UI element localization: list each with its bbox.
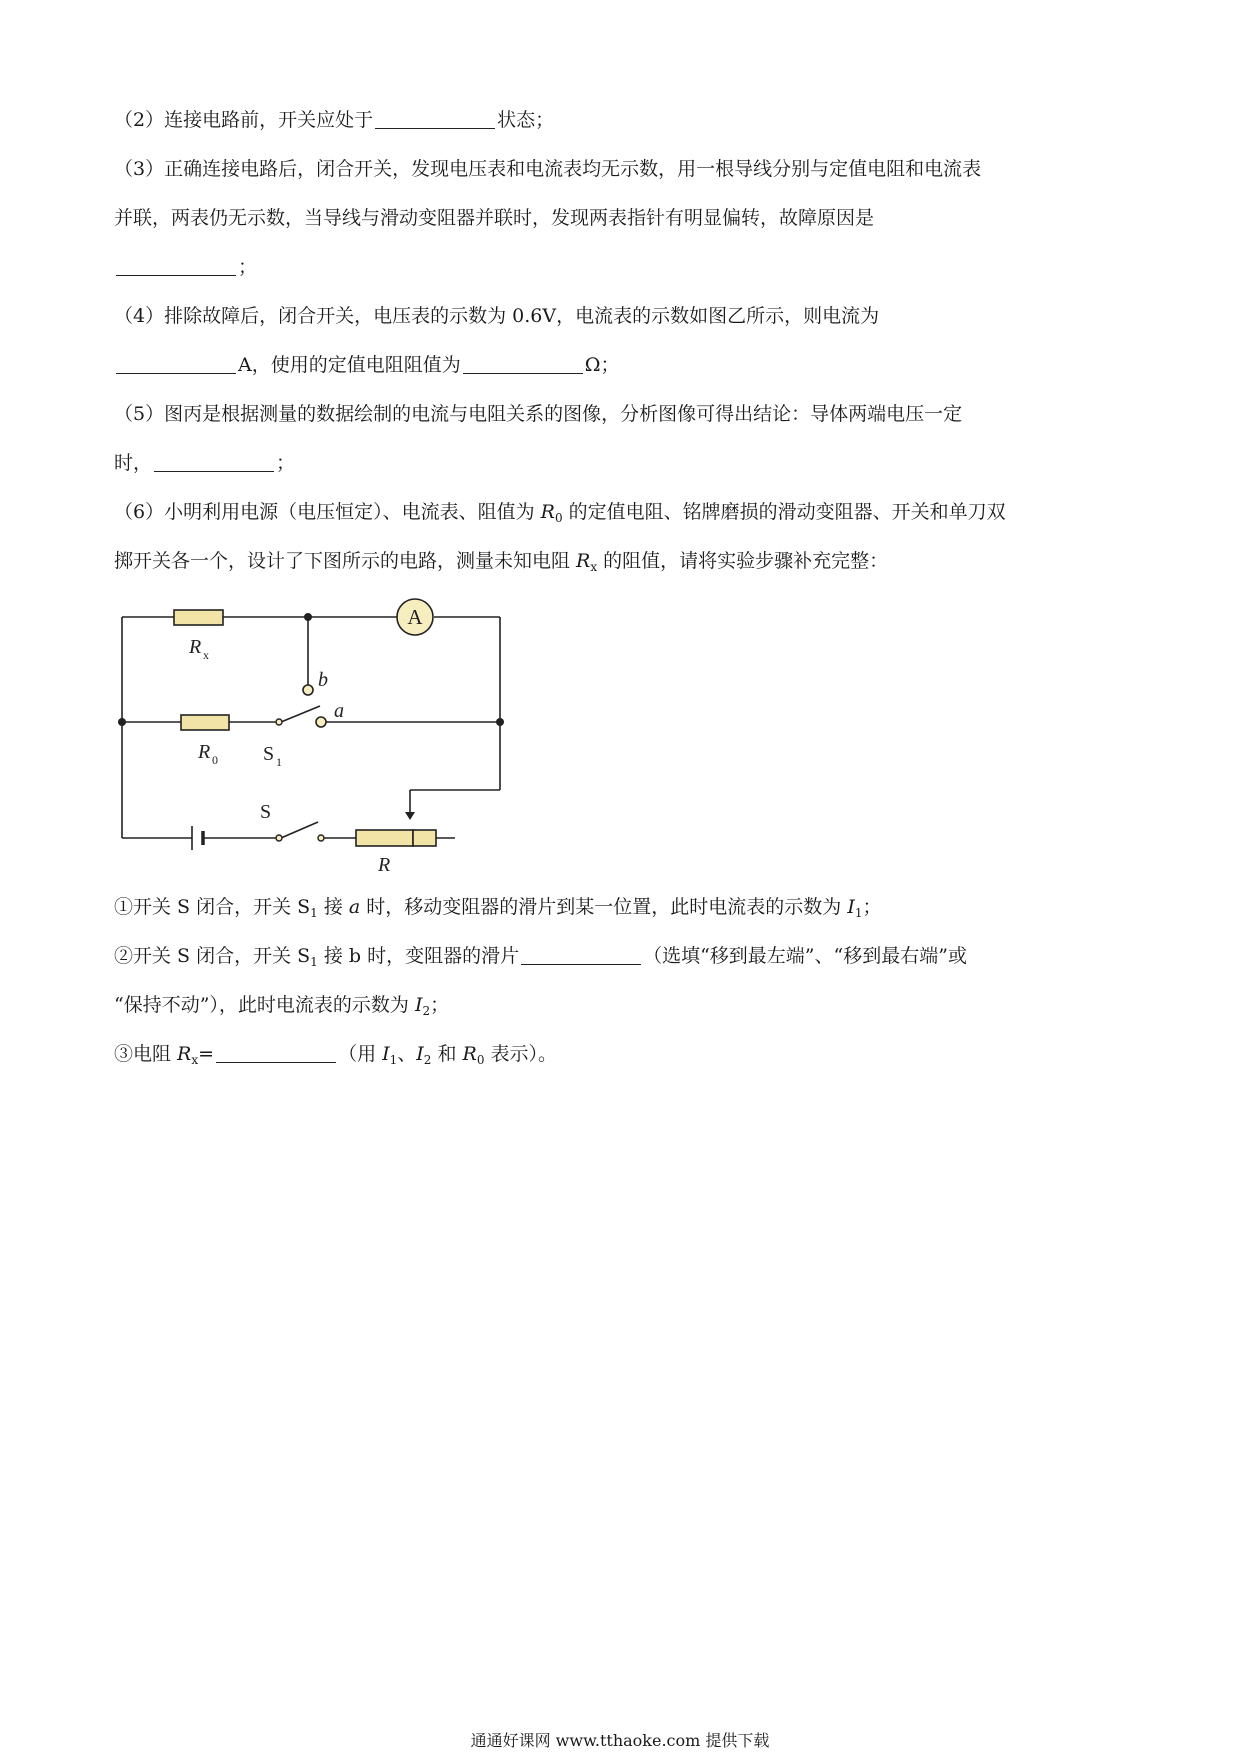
step2-text-3: （选填“移到最左端”、“移到最右端”或 [643,945,967,967]
step1-text-3: 时，移动变阻器的滑片到某一位置，此时电流表的示数为 [360,896,848,918]
rx-symbol: R [576,550,591,572]
step1-a-var: a [348,896,361,918]
r0-label: R [198,741,211,763]
slider-arrow-icon [405,812,415,820]
step2-i-sub: 2 [422,1004,431,1018]
step1-end: ； [862,896,882,918]
switch-s1-pivot [276,719,282,725]
step3-text-2: （用 [338,1043,383,1065]
question-3-line-2 [114,204,874,232]
q2-text-end: 状态； [497,109,555,131]
q5-text-1: （5）图丙是根据测量的数据绘制的电流与电阻关系的图像，分析图像可得出结论：导体两端电压一定 [114,403,963,425]
q6-text-3: 掷开关各一个，设计了下图所示的电路，测量未知电阻 [114,550,577,572]
q6-text-1: （6）小明利用电源（电压恒定）、电流表、阻值为 [114,501,541,523]
answer-blank[interactable] [116,255,236,276]
answer-blank[interactable] [216,1042,336,1063]
answer-blank[interactable] [463,353,583,374]
junction-dot [304,613,312,621]
page-footer: 通通好课网 www.tthaoke.com 提供下载 [470,1731,770,1750]
r0-symbol: R [540,501,555,523]
q3-text-2: 并联，两表仍无示数，当导线与滑动变阻器并联时，发现两表指针有明显偏转，故障原因是 [114,207,875,229]
question-4-line-1 [114,302,879,330]
s1-label: S [263,743,275,765]
step-2-line-1 [114,942,967,970]
step3-eq: = [198,1043,215,1065]
rx-subscript: x [590,560,598,574]
question-6-line-2 [114,547,888,575]
step3-text-1: ③电阻 [114,1043,178,1065]
step3-and: 和 [431,1043,463,1065]
junction-dot [118,718,126,726]
q4-text-3: Ω； [584,354,620,376]
q6-text-2: 的定值电阻、铭牌磨损的滑动变阻器、开关和单刀双 [562,501,1006,523]
step3-r0-sub: 0 [476,1053,485,1067]
question-4-line-2 [114,351,620,379]
rheostat-right [413,830,436,846]
step2-end: ； [430,994,450,1016]
s1-label-sub: 1 [276,755,282,769]
step1-text-1: ①开关 S 闭合，开关 S [114,896,311,918]
step3-r0: R [462,1043,477,1065]
s-label: S [260,801,272,823]
step2-text-2: 接 b 时，变阻器的滑片 [317,945,520,967]
resistor-rx [174,610,223,625]
r0-subscript: 0 [554,511,563,525]
question-5-line-2 [114,449,295,477]
rx-label-sub: x [203,648,209,662]
circuit-diagram [110,590,510,880]
r0-label-sub: 0 [212,753,218,767]
question-3-line-3 [114,253,257,281]
q3-text-3: ； [238,256,258,278]
a-label: a [334,700,344,722]
q4-text-2: A，使用的定值电阻阻值为 [238,354,461,376]
step2-sub: 1 [310,955,318,969]
question-5-line-1 [114,400,962,428]
step-3 [114,1040,557,1068]
step2-i: I [414,994,423,1016]
answer-blank[interactable] [521,944,641,965]
junction-dot [496,718,504,726]
question-2 [114,106,554,134]
q3-text-1: （3）正确连接电路后，闭合开关，发现电压表和电流表均无示数，用一根导线分别与定值电阻和电流表 [114,158,982,180]
contact-a [316,717,326,727]
step-2-line-2 [114,991,449,1019]
contact-b [303,685,313,695]
q2-text: （2）连接电路前，开关应处于 [114,109,374,131]
r-label: R [378,854,391,876]
ammeter-label: A [407,605,423,629]
question-6-line-1 [114,498,1006,526]
step1-sub: 1 [310,906,318,920]
answer-blank[interactable] [154,451,274,472]
step3-i1-sub: 1 [389,1053,398,1067]
step3-sep: 、 [397,1043,417,1065]
switch-s-pivot [276,835,282,841]
step1-i-sub: 1 [854,906,863,920]
answer-blank[interactable] [375,108,495,129]
answer-blank[interactable] [116,353,236,374]
step3-r: R [177,1043,192,1065]
step3-i2: I [416,1043,424,1065]
rx-label: R [189,636,202,658]
step1-text-2: 接 [317,896,349,918]
step3-end: 表示）。 [484,1043,558,1065]
q4-text-1: （4）排除故障后，闭合开关，电压表的示数为 0.6V，电流表的示数如图乙所示，则电流为 [114,305,880,327]
step2-text-1: ②开关 S 闭合，开关 S [114,945,311,967]
q5-text-3: ； [276,452,296,474]
resistor-r0 [181,715,229,730]
switch-s-contact [318,835,324,841]
step3-r-sub: x [191,1053,199,1067]
step1-i: I [847,896,855,918]
question-3-line-1 [114,155,981,183]
rheostat-r [356,830,413,846]
wires [122,617,500,838]
q5-text-2: 时， [114,452,153,474]
b-label: b [318,669,328,691]
step3-i2-sub: 2 [423,1053,432,1067]
step2-text-4: “保持不动”），此时电流表的示数为 [114,994,415,1016]
q6-text-4: 的阻值，请将实验步骤补充完整： [597,550,889,572]
step3-i1: I [382,1043,390,1065]
step-1 [114,893,881,921]
